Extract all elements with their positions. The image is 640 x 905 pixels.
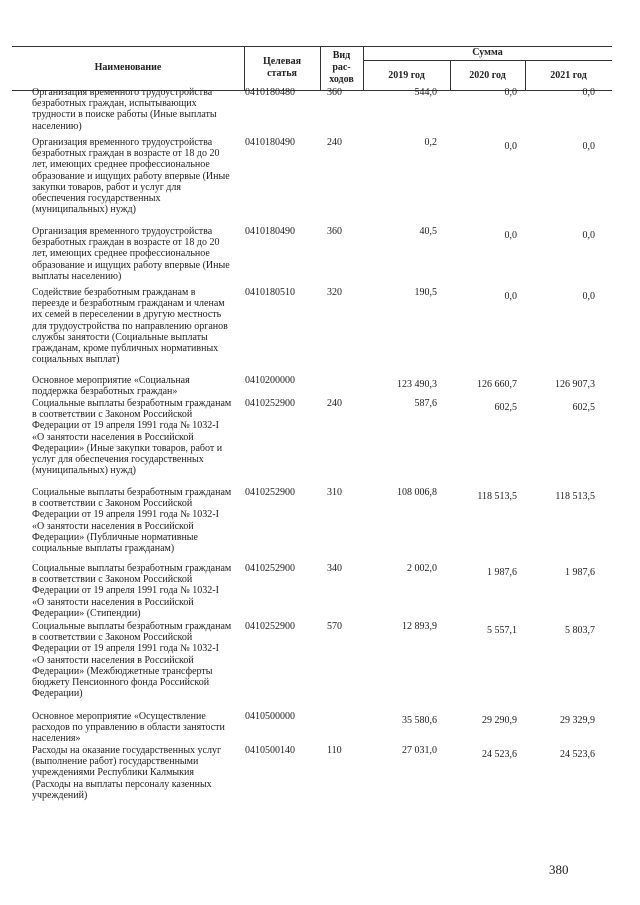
row-name bbox=[32, 621, 240, 699]
row-name-line: службы занятости (Социальные выплаты bbox=[32, 331, 208, 343]
row-name-line: Федерации от 19 апреля 1991 года № 1032-I bbox=[32, 585, 219, 597]
row-sum-2019: 35 580,6 bbox=[402, 715, 437, 726]
row-sum-2020: 126 660,7 bbox=[477, 379, 517, 390]
row-name-line: Расходы на оказание государственных услуг bbox=[32, 745, 222, 756]
row-name-line: бюджету Пенсионного фонда Российской bbox=[32, 677, 210, 689]
row-sum-2019: 587,6 bbox=[414, 398, 437, 409]
row-code: 0410252900 bbox=[245, 621, 295, 632]
row-expense-type: 240 bbox=[327, 137, 342, 148]
row-name-line: «О занятости населения в Российской bbox=[32, 520, 194, 532]
row-code: 0410200000 bbox=[245, 375, 295, 386]
row-name-line: социальные выплаты гражданам) bbox=[32, 543, 175, 555]
row-name-line: Федерации» (Публичные нормативные bbox=[32, 531, 198, 543]
row-expense-type: 360 bbox=[327, 226, 342, 237]
row-name-line: учреждениями Республики Калмыкия bbox=[32, 767, 194, 779]
row-name bbox=[32, 137, 240, 215]
row-expense-type: 310 bbox=[327, 487, 342, 498]
row-sum-2019: 12 893,9 bbox=[402, 621, 437, 632]
row-name-line: Социальные выплаты безработным гражданам bbox=[32, 563, 232, 574]
row-expense-type: 570 bbox=[327, 621, 342, 632]
row-code: 0410252900 bbox=[245, 487, 295, 498]
row-name bbox=[32, 287, 240, 365]
row-sum-2021: 29 329,9 bbox=[560, 715, 595, 726]
row-name-line: в соответствии с Законом Российской bbox=[32, 409, 193, 421]
row-name-line: социальных выплат) bbox=[32, 354, 120, 366]
row-code: 0410180490 bbox=[245, 137, 295, 148]
row-sum-2020: 24 523,6 bbox=[482, 749, 517, 760]
row-expense-type: 340 bbox=[327, 563, 342, 574]
row-name bbox=[32, 487, 240, 554]
row-name-line: поддержка безработных граждан» bbox=[32, 386, 178, 398]
row-sum-2020: 0,0 bbox=[504, 141, 517, 152]
row-code: 0410180510 bbox=[245, 287, 295, 298]
header-name: Наименование bbox=[94, 62, 162, 73]
row-name-line: Социальные выплаты безработным гражданам bbox=[32, 621, 232, 632]
row-name-line: расходов по управлению в области занятости bbox=[32, 722, 225, 734]
header-code: Целевая статья bbox=[262, 56, 302, 79]
row-name bbox=[32, 711, 240, 745]
row-name-line: обеспечения государственных bbox=[32, 193, 161, 205]
page-number: 380 bbox=[549, 862, 569, 877]
row-sum-2020: 118 513,5 bbox=[477, 491, 517, 502]
row-name-line: безработных граждан, испытывающих bbox=[32, 98, 197, 110]
row-name-line: Организация временного трудоустройства bbox=[32, 226, 213, 237]
row-name-line: образование и ищущих работу впервые (Иные bbox=[32, 170, 230, 182]
row-name-line: закупки товаров, работ и услуг для bbox=[32, 181, 181, 193]
row-name-line: Федерации» (Межбюджетные трансферты bbox=[32, 665, 213, 677]
row-name-line: гражданам, кроме публичных нормативных bbox=[32, 343, 219, 355]
row-name-line: в соответствии с Законом Российской bbox=[32, 632, 193, 644]
row-name-line: в соответствии с Законом Российской bbox=[32, 498, 193, 510]
row-sum-2020: 1 987,6 bbox=[487, 567, 517, 578]
row-name-line: (муниципальных) нужд) bbox=[32, 465, 136, 477]
row-name-line: лет, имеющих среднее профессиональное bbox=[32, 159, 210, 171]
row-name-line: Федерации от 19 апреля 1991 года № 1032-I bbox=[32, 420, 219, 432]
row-name-line: Федерации от 19 апреля 1991 года № 1032-I bbox=[32, 509, 219, 521]
row-sum-2019: 190,5 bbox=[414, 287, 437, 298]
row-sum-2020: 602,5 bbox=[494, 402, 517, 413]
row-name-line: «О занятости населения в Российской bbox=[32, 596, 194, 608]
row-name bbox=[32, 563, 240, 619]
row-name-line: безработных граждан в возрасте от 18 до 20 bbox=[32, 148, 220, 160]
row-name-line: выплаты населению) bbox=[32, 270, 122, 282]
row-expense-type: 240 bbox=[327, 398, 342, 409]
row-code: 0410500140 bbox=[245, 745, 295, 756]
row-sum-2021: 0,0 bbox=[582, 141, 595, 152]
row-expense-type: 110 bbox=[327, 745, 342, 756]
row-sum-2019: 123 490,3 bbox=[397, 379, 437, 390]
row-name-line: Социальные выплаты безработным гражданам bbox=[32, 398, 232, 409]
row-code: 0410180480 bbox=[245, 87, 295, 98]
row-name-line: лет, имеющих среднее профессиональное bbox=[32, 248, 210, 260]
row-name-line: (выполнение работ) государственными bbox=[32, 756, 199, 768]
row-name-line: услуг для обеспечения государственных bbox=[32, 454, 204, 466]
row-sum-2021: 5 803,7 bbox=[565, 625, 595, 636]
row-sum-2019: 544,0 bbox=[414, 87, 437, 98]
row-name-line: их семей в переселении в другую местность bbox=[32, 309, 222, 321]
row-name bbox=[32, 226, 240, 282]
row-sum-2021: 118 513,5 bbox=[555, 491, 595, 502]
row-sum-2020: 5 557,1 bbox=[487, 625, 517, 636]
row-name-line: населения» bbox=[32, 733, 81, 745]
row-code: 0410252900 bbox=[245, 398, 295, 409]
header-sum: Сумма bbox=[472, 47, 503, 58]
row-sum-2019: 108 006,8 bbox=[397, 487, 437, 498]
row-name-line: переезде и безработным гражданам и членам bbox=[32, 298, 225, 310]
row-sum-2020: 0,0 bbox=[504, 291, 517, 302]
row-code: 0410252900 bbox=[245, 563, 295, 574]
row-sum-2021: 0,0 bbox=[582, 230, 595, 241]
row-name-line: Федерации от 19 апреля 1991 года № 1032-I bbox=[32, 643, 219, 655]
row-name-line: Федерации» (Стипендии) bbox=[32, 607, 141, 619]
row-name-line: Основное мероприятие «Осуществление bbox=[32, 711, 206, 722]
row-sum-2021: 0,0 bbox=[582, 87, 595, 98]
row-name-line: учреждений) bbox=[32, 789, 88, 801]
row-name bbox=[32, 87, 240, 132]
row-name-line: образование и ищущих работу впервые (Иные bbox=[32, 259, 230, 271]
row-name bbox=[32, 745, 240, 801]
row-name-line: Содействие безработным гражданам в bbox=[32, 287, 196, 298]
header-2020: 2020 год bbox=[469, 70, 506, 81]
row-name-line: Федерации» (Иные закупки товаров, работ и bbox=[32, 442, 223, 454]
row-name-line: «О занятости населения в Российской bbox=[32, 431, 194, 443]
row-sum-2020: 0,0 bbox=[504, 87, 517, 98]
row-sum-2021: 0,0 bbox=[582, 291, 595, 302]
row-name bbox=[32, 375, 240, 397]
row-name-line: безработных граждан в возрасте от 18 до 20 bbox=[32, 237, 220, 249]
row-name-line: Основное мероприятие «Социальная bbox=[32, 375, 190, 386]
row-sum-2021: 1 987,6 bbox=[565, 567, 595, 578]
row-code: 0410180490 bbox=[245, 226, 295, 237]
row-code: 0410500000 bbox=[245, 711, 295, 722]
row-sum-2020: 29 290,9 bbox=[482, 715, 517, 726]
row-name-line: трудности в поиске работы (Иные выплаты bbox=[32, 109, 217, 121]
row-sum-2021: 126 907,3 bbox=[555, 379, 595, 390]
row-sum-2019: 2 002,0 bbox=[407, 563, 437, 574]
row-sum-2021: 24 523,6 bbox=[560, 749, 595, 760]
header-2021: 2021 год bbox=[550, 70, 587, 81]
header-2019: 2019 год bbox=[388, 70, 425, 81]
row-name-line: Организация временного трудоустройства bbox=[32, 137, 213, 148]
row-sum-2019: 27 031,0 bbox=[402, 745, 437, 756]
row-name bbox=[32, 398, 240, 476]
row-name-line: (Расходы на выплаты персоналу казенных bbox=[32, 778, 212, 790]
row-name-line: (муниципальных) нужд) bbox=[32, 204, 136, 216]
row-expense-type: 360 bbox=[327, 87, 342, 98]
row-name-line: Федерации) bbox=[32, 688, 83, 700]
row-expense-type: 320 bbox=[327, 287, 342, 298]
header-vid: Вид рас- ходов bbox=[329, 50, 354, 85]
row-sum-2021: 602,5 bbox=[572, 402, 595, 413]
row-name-line: населению) bbox=[32, 120, 82, 132]
row-name-line: в соответствии с Законом Российской bbox=[32, 574, 193, 586]
row-name-line: Организация временного трудоустройства bbox=[32, 87, 213, 98]
row-name-line: «О занятости населения в Российской bbox=[32, 654, 194, 666]
row-sum-2020: 0,0 bbox=[504, 230, 517, 241]
row-name-line: для трудоустройства по направлению органов bbox=[32, 320, 228, 332]
row-sum-2019: 0,2 bbox=[424, 137, 437, 148]
table-header bbox=[0, 46, 640, 91]
row-sum-2019: 40,5 bbox=[419, 226, 437, 237]
row-name-line: Социальные выплаты безработным гражданам bbox=[32, 487, 232, 498]
